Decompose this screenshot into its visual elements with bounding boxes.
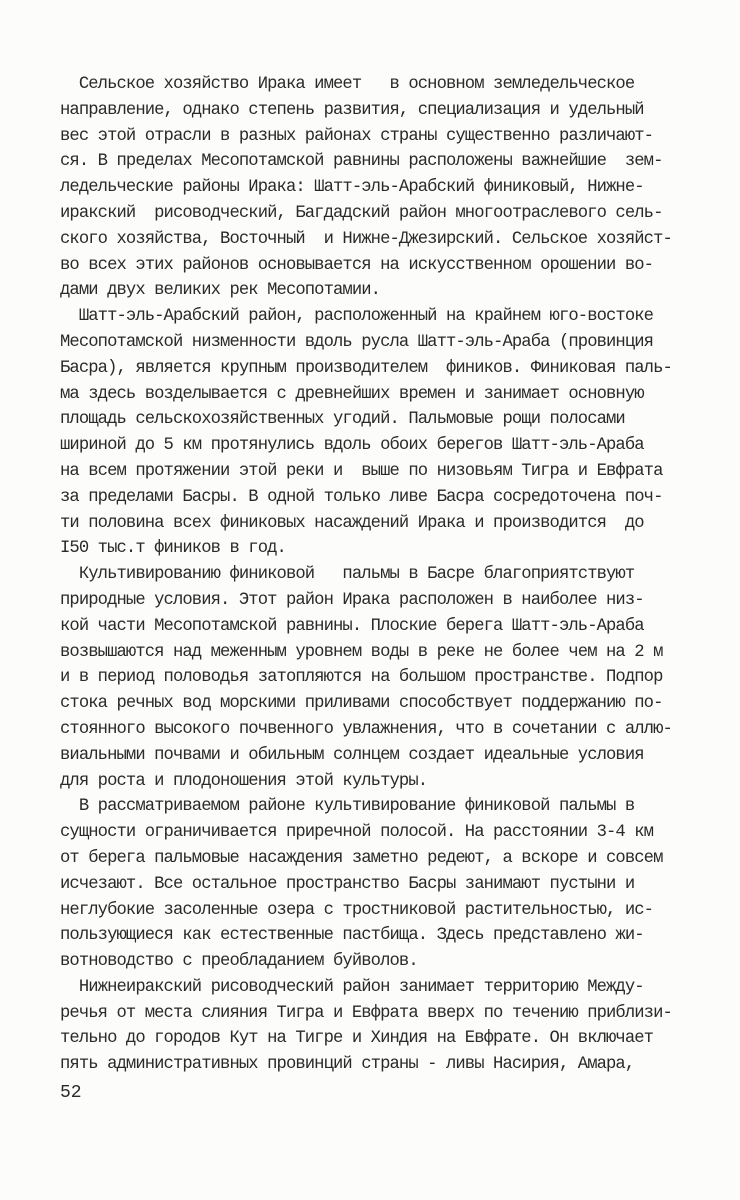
text-line: стока речных вод морскими приливами способствует поддержанию по- [60,694,663,714]
text-line: Басра), является крупным производителем фиников. Финиковая паль- [60,358,672,378]
text-line: площадь сельскохозяйственных угодий. Пальмовые рощи полосами [60,410,625,430]
text-line: сущности ограничивается приречной полосой. На расстоянии 3-4 км [60,823,654,843]
text-line: и в период половодья затопляются на большом пространстве. Подпор [60,668,663,688]
text-line: Культивированию финиковой пальмы в Басре благоприятствуют [60,565,635,585]
text-line: Месопотамской низменности вдоль русла Шатт-эль-Араба (провинция [60,332,654,352]
text-line: Нижнеиракский рисоводческий район занимает территорию Междy- [60,977,644,997]
text-line: во всех этих районов основывается на искусственном орошении во- [60,255,654,275]
text-line: дами двух великих рек Месопотамии. [60,281,381,301]
text-line: виальными почвами и обильным солнцем создает идеальные условия [60,745,644,765]
text-line: Шатт-эль-Арабский район, расположенный на крайнем юго-востоке [60,307,654,327]
text-line: возвышаются над меженным уровнем воды в реке не более чем на 2 м [60,642,663,662]
body-text [60,72,740,1078]
text-line: от берега пальмовые насаждения заметно редеют, а вскоре и совсем [60,848,663,868]
text-line: неглубокие засоленные озера с тростниковой растительностью, ис- [60,900,654,920]
text-line: природные условия. Этот район Ирака расположен в наиболее низ- [60,590,644,610]
text-line: В рассматриваемом районе культивирование финиковой пальмы в [60,797,635,817]
text-line: вотноводство с преобладанием буйволов. [60,952,418,972]
text-line: за пределами Басры. В одной только ливе Басра сосредоточена поч- [60,487,663,507]
text-line: вес этой отрасли в разных районах страны существенно различают- [60,126,654,146]
text-line: на всем протяжении этой реки и выше по низовьям Тигра и Евфрата [60,461,663,481]
text-line: ледельческие районы Ирака: Шатт-эль-Арабский финиковый, Нижне- [60,178,644,198]
page-number: 52 [60,1083,82,1103]
text-line: исчезают. Все остальное пространство Басры занимают пустыни и [60,874,635,894]
text-line: ти половина всех финиковых насаждений Ирака и производится до [60,513,644,533]
text-line: шириной до 5 км протянулись вдоль обоих берегов Шатт-эль-Араба [60,436,644,456]
text-line: Сельское хозяйство Ирака имеет в основном земледельческое [60,75,635,94]
text-line: для роста и плодоношения этой культуры. [60,771,428,791]
text-line: направление, однако степень развития, специализация и удельный [60,100,644,120]
text-line: ся. В пределах Месопотамской равнины расположены важнейшие зем- [60,152,663,172]
text-line: иракский рисоводческий, Багдадский район многоотраслевого сель- [60,203,663,223]
text-line: кой части Месопотамской равнины. Плоские берега Шатт-эль-Араба [60,616,644,636]
text-line: ма здесь возделывается с древнейших времен и занимает основную [60,384,644,404]
text-line: I50 тыс.т фиников в год. [60,539,286,559]
text-line: тельно до городов Кут на Тигре и Хиндия на Евфрате. Он включает [60,1029,654,1049]
text-line: речья от места слияния Тигра и Евфрата вверх по течению приблизи- [60,1003,672,1023]
text-line: пользующиеся как естественные пастбища. Здесь представлено жи- [60,926,644,946]
text-line: пять административных провинций страны - ливы Насирия, Амара, [60,1055,635,1075]
text-line: стоянного высокого почвенного увлажнения, что в сочетании с аллю- [60,719,672,739]
text-line: ского хозяйства, Восточный и Нижне-Джезирский. Сельское хозяйст- [60,229,672,249]
